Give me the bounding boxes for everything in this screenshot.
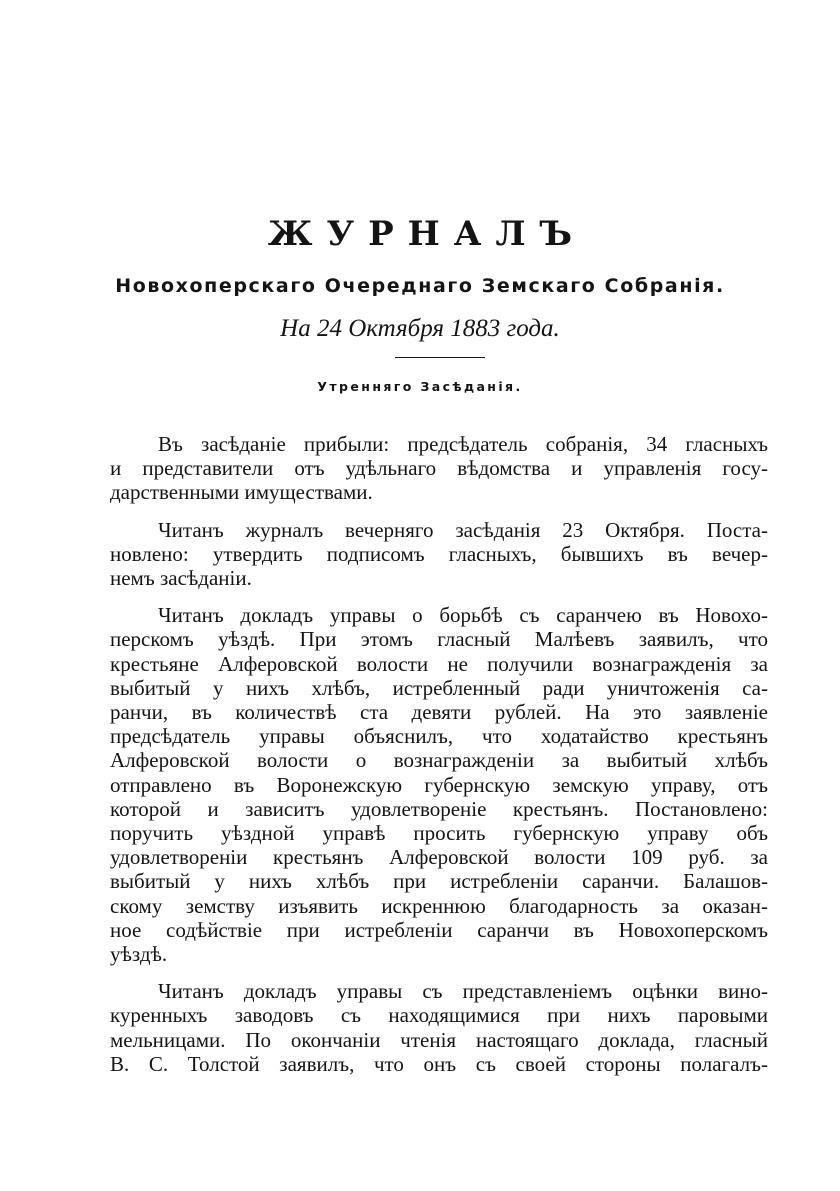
paragraph-minutes (110, 518, 768, 591)
text-line: удовлетвореніи крестьянъ Алферовской волости 109 руб. за (110, 845, 768, 870)
text-line: и представители отъ удѣльнаго вѣдомства и управленія госу- (110, 456, 768, 481)
text-line: Читанъ докладъ управы съ представленіемъ оцѣнки вино- (158, 979, 768, 1004)
text-line: новлено: утвердить подписомъ гласныхъ, бывшихъ въ вечер- (110, 541, 768, 566)
session-heading: Утренняго Засѣданія. (317, 379, 523, 394)
paragraph-locust-report (110, 603, 768, 966)
text-line: ное содѣйствіе при истребленіи саранчи въ Новохоперскомъ (110, 917, 768, 942)
paragraph-attendance (110, 432, 768, 505)
assembly-subtitle: Новохоперскаго Очереднаго Земскаго Собранія. (115, 275, 725, 297)
text-line: Читанъ докладъ управы о борьбѣ съ саранчею въ Новохо- (158, 603, 768, 628)
title-divider (395, 357, 485, 358)
text-line: поручить уѣздной управѣ просить губернскую управу объ (110, 821, 768, 846)
text-line: Читанъ журналъ вечерняго засѣданія 23 Октября. Поста- (158, 517, 768, 542)
session-date: На 24 Октября 1883 года. (280, 315, 560, 342)
text-line: дарственными имуществами. (110, 480, 373, 505)
text-line: уѣздѣ. (110, 942, 168, 967)
text-line: В. С. Толстой заявилъ, что онъ съ своей стороны полагалъ- (110, 1051, 768, 1076)
text-line: ранчи, въ количествѣ ста девяти рублей. На это заявленіе (110, 700, 768, 725)
text-line: скому земству изъявить искреннюю благодарность за оказан- (110, 893, 768, 918)
text-line: выбитый у нихъ хлѣбъ, истребленный ради уничтоженія са- (110, 675, 768, 700)
document-body (110, 432, 768, 1089)
paragraph-distillery-report (110, 979, 768, 1076)
text-line: отправлено въ Воронежскую губернскую земскую управу, отъ (110, 772, 768, 797)
text-line: немъ засѣданіи. (110, 566, 252, 591)
text-line: которой и зависитъ удовлетвореніе крестьянъ. Постановлено: (110, 796, 768, 821)
text-line: Въ засѣданіе прибыли: предсѣдатель собранія, 34 гласныхъ (158, 432, 768, 456)
journal-title: ЖУРНАЛЪ (267, 214, 587, 254)
text-line: мельницами. По окончаніи чтенія настоящаго доклада, гласный (110, 1027, 768, 1052)
text-line: Алферовской волости о вознагражденіи за выбитый хлѣбъ (110, 748, 768, 773)
text-line: перскомъ уѣздѣ. При этомъ гласный Малѣевъ заявилъ, что (110, 627, 768, 652)
text-line: крестьяне Алферовской волости не получили вознагражденія за (110, 651, 768, 676)
text-line: выбитый у нихъ хлѣбъ при истребленіи саранчи. Балашов- (110, 869, 768, 894)
text-line: куренныхъ заводовъ съ находящимися при нихъ паровыми (110, 1003, 768, 1028)
text-line: предсѣдатель управы объяснилъ, что ходатайство крестьянъ (110, 724, 768, 749)
